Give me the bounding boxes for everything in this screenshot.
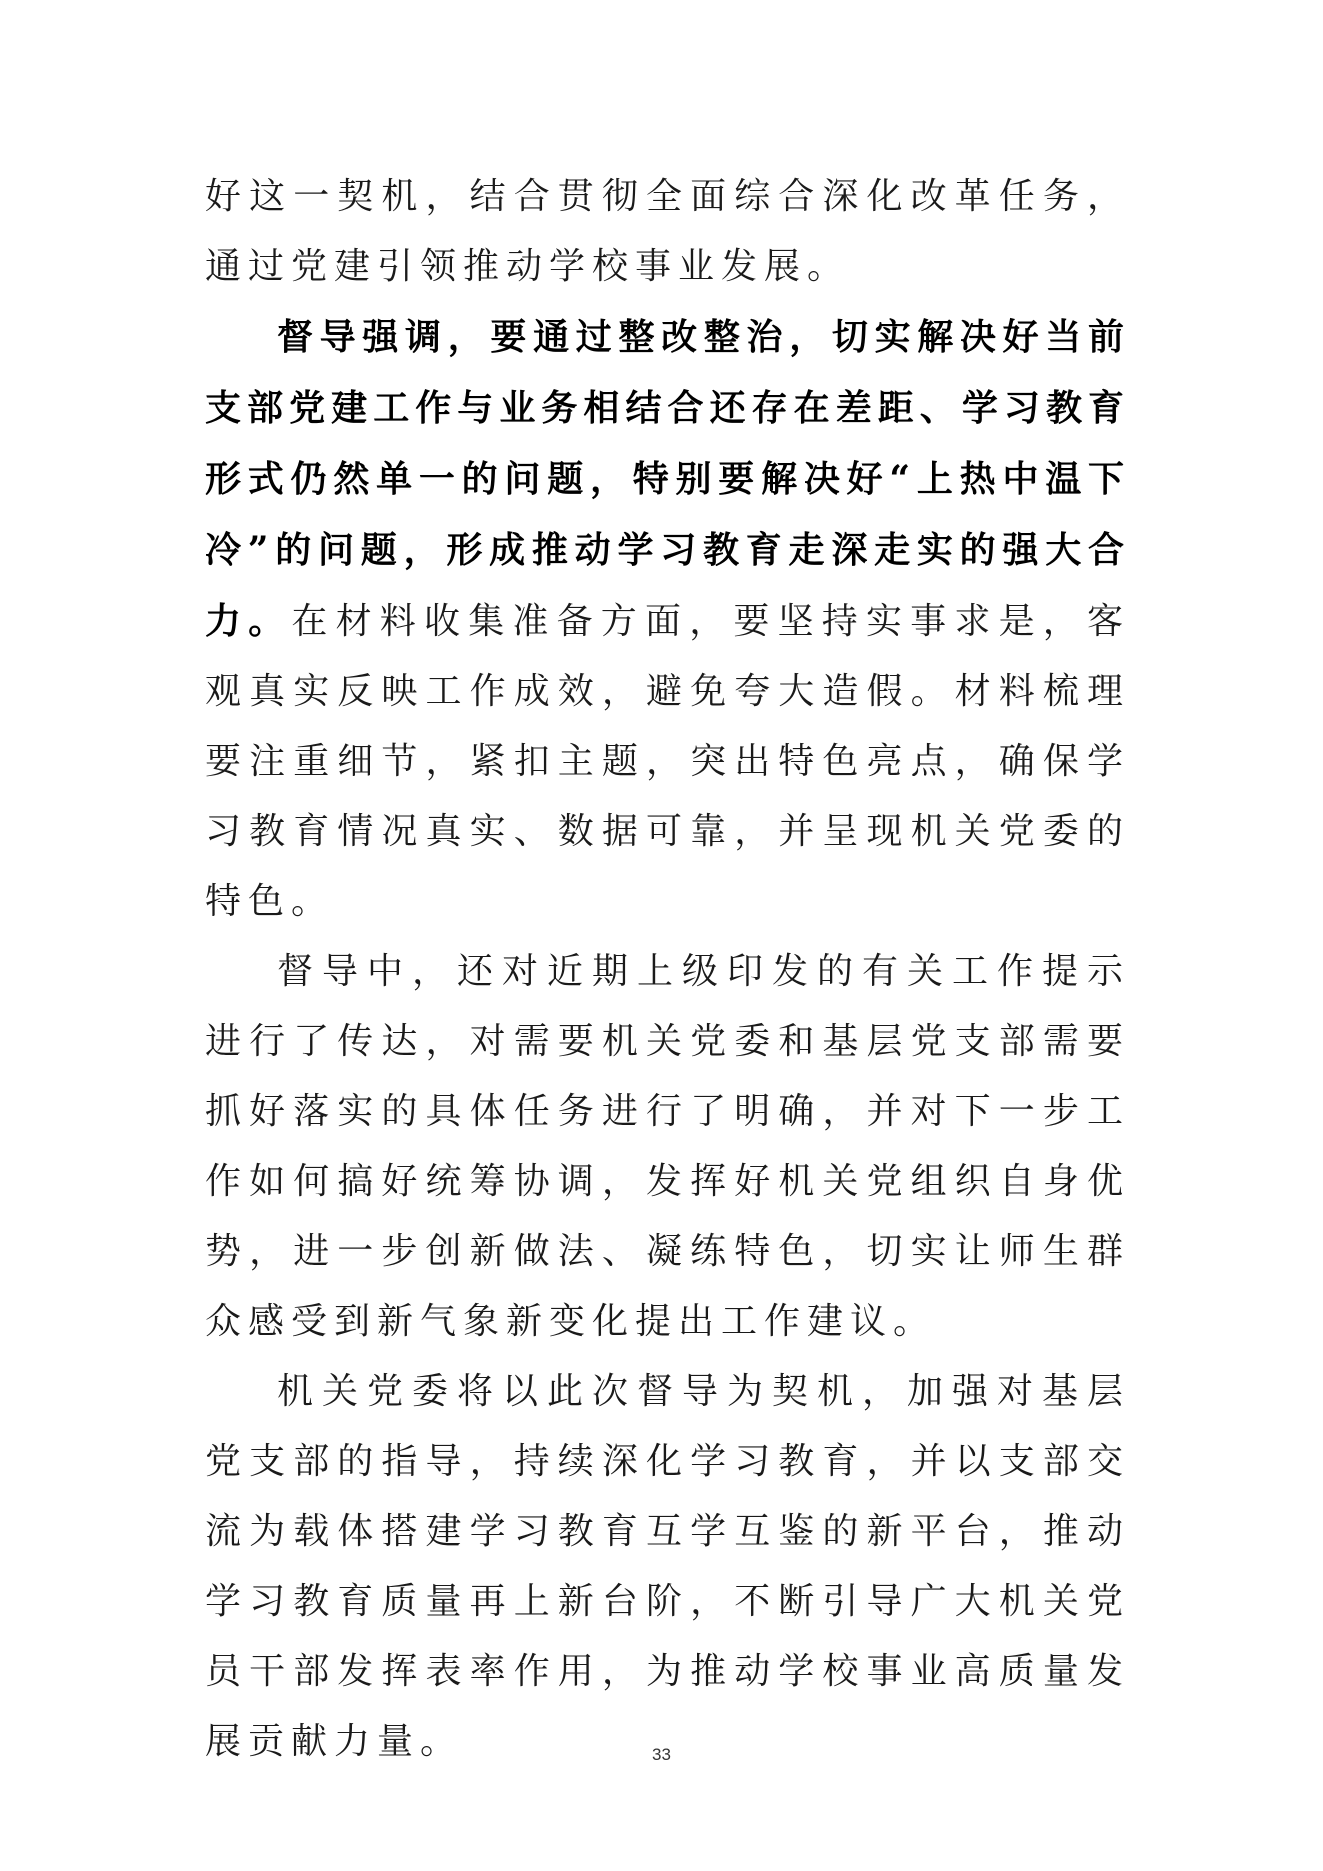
paragraph-2-text: 在材料收集准备方面，要坚持实事求是，客观真实反映工作成效，避免夸大造假。材料梳理要注重细节，紧扣主题，突出特色亮点，确保学习教育情况真实、数据可靠，并呈现机关党委的特色。	[205, 601, 1130, 922]
paragraph-2-emphasis: 督导强调，要通过整改整治，切实解决好当前支部党建工作与业务相结合还存在差距、学习教育形式仍然单一的问题，特别要解决好“上热中温下冷”的问题，形成推动学习教育走深走实的强大合力。	[205, 316, 1130, 642]
page-number: 33	[652, 1745, 671, 1764]
paragraph-4-text: 机关党委将以此次督导为契机，加强对基层党支部的指导，持续深化学习教育，并以支部交流为载体搭建学习教育互学互鉴的新平台，推动学习教育质量再上新台阶，不断引导广大机关党员干部发挥表率作用，为推动学校事业高质量发展贡献力量。	[205, 1371, 1130, 1762]
paragraph-4	[205, 1357, 1130, 1777]
paragraph-3-text: 督导中，还对近期上级印发的有关工作提示进行了传达，对需要机关党委和基层党支部需要抓好落实的具体任务进行了明确，并对下一步工作如何搞好统筹协调，发挥好机关党组织自身优势，进一步创新做法、凝练特色，切实让师生群众感受到新气象新变化提出工作建议。	[205, 951, 1130, 1342]
paragraph-1-text: 好这一契机，结合贯彻全面综合深化改革任务，通过党建引领推动学校事业发展。	[205, 176, 1130, 287]
document-body	[205, 162, 1130, 1777]
paragraph-1	[205, 162, 1130, 302]
paragraph-2	[205, 302, 1130, 937]
paragraph-3	[205, 937, 1130, 1357]
